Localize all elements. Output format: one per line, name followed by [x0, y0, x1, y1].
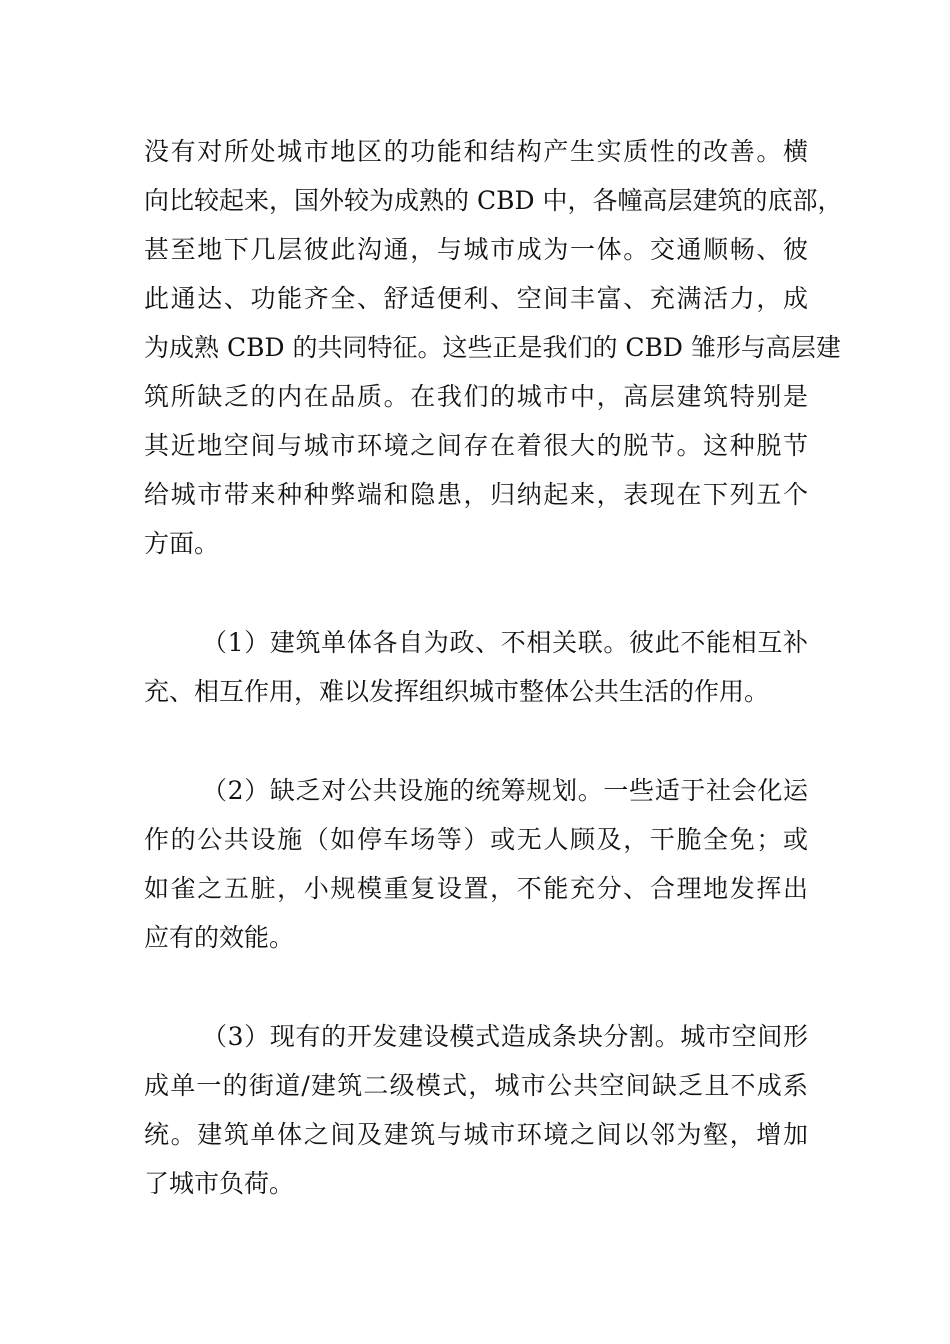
paragraph-point-1 — [144, 618, 808, 716]
paragraph-cbd-comparison — [144, 127, 843, 568]
text-line: 此通达、功能齐全、舒适便利、空间丰富、充满活力，成 — [144, 284, 808, 313]
text-line: 了城市负荷。 — [144, 1169, 295, 1198]
paragraph-point-3 — [144, 1012, 808, 1208]
text-line: 给城市带来种种弊端和隐患，归纳起来，表现在下列五个 — [144, 480, 808, 509]
paragraph-spacer — [144, 962, 808, 1012]
text-line: 如雀之五脏，小规模重复设置，不能充分、合理地发挥出 — [144, 874, 808, 903]
paragraph-spacer — [144, 716, 808, 766]
text-line: （2）缺乏对公共设施的统筹规划。一些适于社会化运 — [202, 776, 808, 805]
text-line: （3）现有的开发建设模式造成条块分割。城市空间形 — [202, 1022, 808, 1051]
paragraph-point-2 — [144, 766, 808, 962]
text-line: 没有对所处城市地区的功能和结构产生实质性的改善。横 — [144, 137, 808, 166]
text-line: 筑所缺乏的内在品质。在我们的城市中，高层建筑特别是 — [144, 382, 808, 411]
paragraph-spacer — [144, 568, 808, 618]
text-line: 充、相互作用，难以发挥组织城市整体公共生活的作用。 — [144, 677, 770, 706]
text-line: 方面。 — [144, 529, 220, 558]
text-line: 其近地空间与城市环境之间存在着很大的脱节。这种脱节 — [144, 431, 808, 460]
text-line: 应有的效能。 — [144, 923, 295, 952]
text-line: 向比较起来，国外较为成熟的 CBD 中，各幢高层建筑的底部， — [144, 186, 843, 215]
text-line: 为成熟 CBD 的共同特征。这些正是我们的 CBD 雏形与高层建 — [144, 333, 841, 362]
text-line: 统。建筑单体之间及建筑与城市环境之间以邻为壑，增加 — [144, 1120, 808, 1149]
document-body — [144, 127, 843, 1208]
text-line: 作的公共设施（如停车场等）或无人顾及，干脆全免；或 — [144, 825, 808, 854]
text-line: （1）建筑单体各自为政、不相关联。彼此不能相互补 — [202, 628, 808, 657]
text-line: 成单一的街道/建筑二级模式，城市公共空间缺乏且不成系 — [144, 1071, 808, 1100]
text-line: 甚至地下几层彼此沟通，与城市成为一体。交通顺畅、彼 — [144, 235, 808, 264]
